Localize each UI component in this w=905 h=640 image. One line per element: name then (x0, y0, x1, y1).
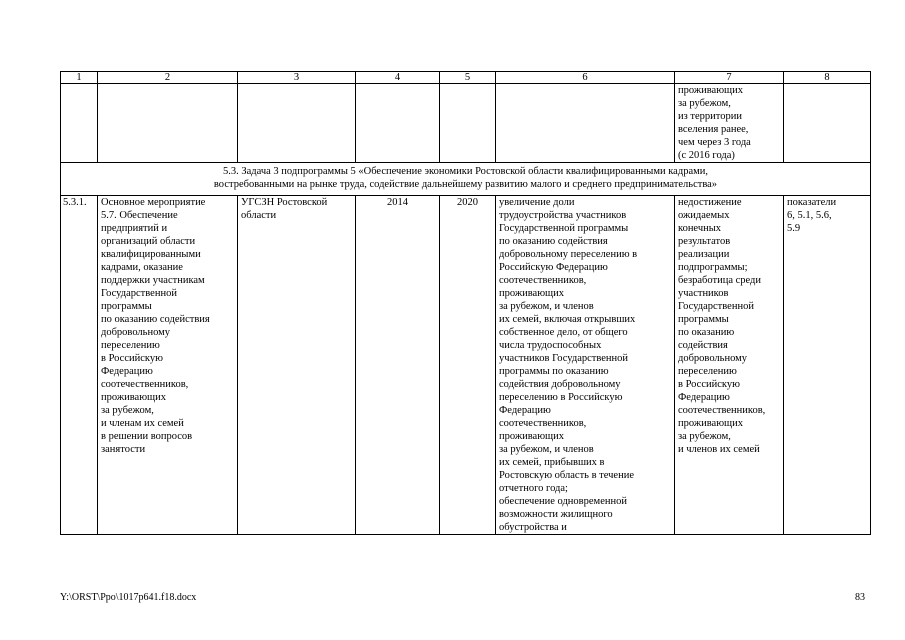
continued-cell-4 (356, 84, 440, 163)
text-line: соотечественников, (101, 379, 189, 390)
text-line: показатели (787, 197, 837, 208)
text-line: результатов (678, 236, 731, 247)
text-line: числа трудоспособных (499, 340, 602, 351)
text-line: увеличение доли (499, 197, 575, 208)
task-title-row (61, 163, 871, 196)
text-line: и членам их семей (101, 418, 184, 429)
column-number: 5 (440, 72, 496, 84)
text-line: проживающих (499, 431, 565, 442)
text-line: вселения ранее, (678, 124, 749, 135)
text-line: возможности жилищного (499, 509, 613, 520)
measure-row-5-3-1 (61, 196, 871, 535)
text-line: подпрограммы; (678, 262, 748, 273)
text-line: безработица среди (678, 275, 762, 286)
text-line: ожидаемых (678, 210, 730, 221)
continued-cell-3 (238, 84, 356, 163)
column-number: 8 (784, 72, 871, 84)
text-line: организаций области (101, 236, 196, 247)
text-line: Федерацию (499, 405, 551, 416)
text-line: участников Государственной (499, 353, 629, 364)
text-line: Федерацию (678, 392, 730, 403)
text-line: в Российскую (101, 353, 163, 364)
text-line: области (241, 210, 277, 221)
text-line: из территории (678, 111, 742, 122)
text-line: содействия добровольному (499, 379, 621, 390)
text-line: за рубежом, и членов (499, 444, 594, 455)
text-line: предприятий и (101, 223, 168, 234)
text-line: кадрами, оказание (101, 262, 183, 273)
text-line: (с 2016 года) (678, 150, 735, 161)
text-line: переселению в Российскую (499, 392, 623, 403)
continued-row (61, 84, 871, 163)
text-line: Ростовскую область в течение (499, 470, 634, 481)
continued-risk-cell (675, 84, 784, 163)
text-line: Федерацию (101, 366, 153, 377)
text-line: 6, 5.1, 5.6, (787, 210, 832, 221)
measure-name-cell (98, 196, 238, 535)
file-path: Y:\ORST\Ppo\1017p641.f18.docx (60, 592, 197, 603)
text-line: переселению (678, 366, 737, 377)
text-line: содействия (678, 340, 728, 351)
text-line: соотечественников, (678, 405, 766, 416)
text-line: поддержки участникам (101, 275, 205, 286)
text-line: 5.9 (787, 223, 801, 234)
continued-cell-1 (61, 84, 98, 163)
text-line: программы (678, 314, 729, 325)
text-line: и членов их семей (678, 444, 760, 455)
text-line: переселению (101, 340, 160, 351)
text-line: добровольному (678, 353, 748, 364)
column-number: 4 (356, 72, 440, 84)
text-line: проживающих (678, 418, 744, 429)
task-title (61, 163, 871, 196)
column-number: 2 (98, 72, 238, 84)
text-line: за рубежом, (678, 431, 731, 442)
text-line: их семей, включая открывших (499, 314, 636, 325)
text-line: трудоустройства участников (499, 210, 627, 221)
start-year: 2014 (356, 196, 440, 535)
text-line: соотечественников, (499, 275, 587, 286)
indicators-cell (784, 196, 871, 535)
text-line: программы по оказанию (499, 366, 609, 377)
text-line: УГСЗН Ростовской (241, 197, 328, 208)
task-title-line: 5.3. Задача 3 подпрограммы 5 «Обеспечение экономики Ростовской области квалифицированными кадрами, (222, 166, 708, 177)
executor-cell (238, 196, 356, 535)
continued-cell-2 (98, 84, 238, 163)
text-line: по оказанию (678, 327, 735, 338)
continued-cell-5 (440, 84, 496, 163)
text-line: Государственной программы (499, 223, 629, 234)
text-line: конечных (678, 223, 722, 234)
text-line: программы (101, 301, 152, 312)
text-line: обеспечение одновременной (499, 496, 627, 507)
column-number: 7 (675, 72, 784, 84)
text-line: занятости (101, 444, 146, 455)
column-number: 1 (61, 72, 98, 84)
continued-cell-8 (784, 84, 871, 163)
text-line: по оказанию содействия (499, 236, 608, 247)
text-line: за рубежом, (678, 98, 731, 109)
text-line: по оказанию содействия (101, 314, 210, 325)
text-line: Государственной (101, 288, 177, 299)
text-line: Государственной (678, 301, 754, 312)
measure-number: 5.3.1. (61, 196, 98, 535)
text-line: Российскую Федерацию (499, 262, 608, 273)
task-title-line: востребованными на рынке труда, содействие дальнейшему развитию малого и среднего предпринимательства» (213, 179, 718, 190)
text-line: их семей, прибывших в (499, 457, 605, 468)
risk-cell (675, 196, 784, 535)
text-line: собственное дело, от общего (499, 327, 628, 338)
text-line: Основное мероприятие (101, 197, 206, 208)
text-line: за рубежом, (101, 405, 154, 416)
program-measures-table (60, 71, 871, 535)
column-number-row (61, 72, 871, 84)
continued-cell-6 (496, 84, 675, 163)
end-year: 2020 (440, 196, 496, 535)
column-number: 3 (238, 72, 356, 84)
text-line: в решении вопросов (101, 431, 193, 442)
column-number: 6 (496, 72, 675, 84)
text-line: соотечественников, (499, 418, 587, 429)
expected-result-cell (496, 196, 675, 535)
text-line: за рубежом, и членов (499, 301, 594, 312)
text-line: добровольному (101, 327, 171, 338)
text-line: отчетного года; (499, 483, 568, 494)
text-line: 5.7. Обеспечение (101, 210, 178, 221)
text-line: участников (678, 288, 729, 299)
text-line: проживающих (499, 288, 565, 299)
text-line: добровольному переселению в (499, 249, 638, 260)
page-number: 83 (855, 592, 865, 603)
text-line: реализации (678, 249, 730, 260)
text-line: проживающих (678, 85, 744, 96)
text-line: в Российскую (678, 379, 740, 390)
text-line: проживающих (101, 392, 167, 403)
text-line: квалифицированными (101, 249, 201, 260)
text-line: обустройства и (499, 522, 567, 533)
text-line: недостижение (678, 197, 742, 208)
text-line: чем через 3 года (678, 137, 751, 148)
